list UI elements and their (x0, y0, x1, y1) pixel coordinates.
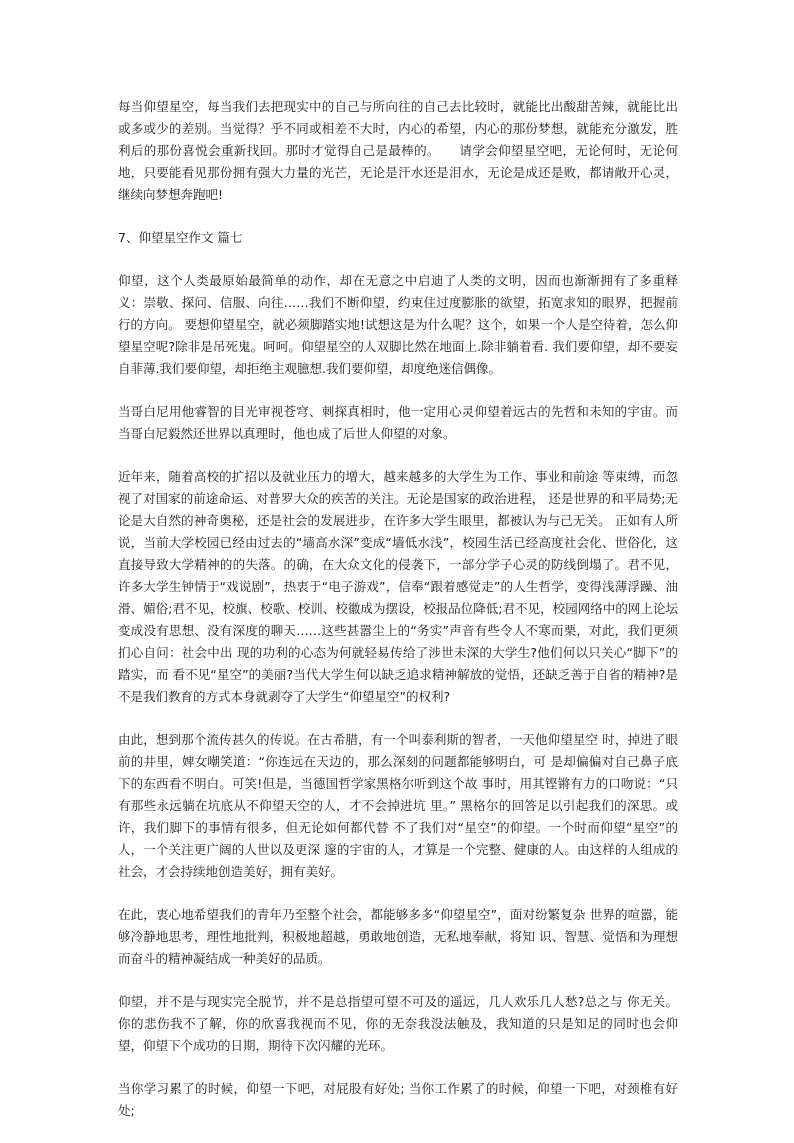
paragraph-hope: 在此，衷心地希望我们的青年乃至整个社会，都能够多多“仰望星空”，面对纷繁复杂 世界的喧嚣，能够冷静地思考，理性地批判，积极地超越，勇敢地创造，无私地奉献，将知 识、智慧、觉悟和为理想而奋斗的精神凝结成一种美好的品质。 (118, 907, 678, 966)
paragraph-reality: 仰望，并不是与现实完全脱节，并不是总指望可望不可及的遥远，几人欢乐几人愁?总之与 你无关。你的悲伤我不了解，你的欣喜我视而不见，你的无奈我没法触及，我知道的只是知足的同时也会仰望，仰望下个成功的日期，期待下次闪耀的光环。 (118, 994, 678, 1053)
paragraph-thales-legend: 由此，想到那个流传甚久的传说。在古希腊，有一个叫泰利斯的智者，一天他仰望星空 时，掉进了眼前的井里，婢女嘲笑道：“你连远在天边的，那么深刻的问题都能够明白，可 是却偏偏对自己鼻子底下的东西看不明白。可笑!但是，当德国哲学家黑格尔听到这个故 事时，用其铿锵有力的口吻说：“只有那些永远躺在坑底从不仰望天空的人，才不会掉进坑 里。” 黑格尔的回答足以引起我们的深思。或许，我们脚下的事情有很多，但无论如何都代替 不了我们对“星空”的仰望。一个时而仰望“星空”的人，一个关注更广阔的人世以及更深 邃的宇宙的人，才算是一个完整、健康的人。由这样的人组成的社会，才会持续地创造美好，拥有美好。 (118, 732, 678, 879)
section-heading: 7、仰望星空作文 篇七 (118, 230, 243, 245)
document-body (118, 96, 678, 1143)
paragraph-copernicus: 当哥白尼用他睿智的目光审视苍穹、刺探真相时，他一定用心灵仰望着远古的先哲和未知的宇宙。而当哥白尼毅然还世界以真理时，他也成了后世人仰望的对象。 (118, 404, 678, 441)
paragraph-closing: 当你学习累了的时候，仰望一下吧，对屁股有好处; 当你工作累了的时候，仰望一下吧，对颈椎有好处; (118, 1081, 678, 1118)
paragraph-gaze-definition: 仰望，这个人类最原始最简单的动作，却在无意之中启迪了人类的文明，因而也渐渐拥有了多重释义：崇敬、探问、信服、向往……我们不断仰望，约束住过度膨胀的欲望，拓宽求知的眼界，把握前行的方向。 要想仰望星空，就必须脚踏实地!试想这是为什么呢？这个，如果一个人是空待着，怎么仰望星空呢?除非是吊死鬼。呵呵。仰望星空的人双脚比然在地面上.除非躺着看. 我们要仰望，却不要妄自菲薄.我们要仰望，却拒绝主观臆想.我们要仰望，却度绝迷信偶像。 (118, 273, 678, 376)
paragraph-intro: 每当仰望星空，每当我们去把现实中的自己与所向往的自己去比较时，就能比出酸甜苦辣，就能比出或多或少的差别。当觉得？乎不同或相差不大时，内心的希望，内心的那份梦想，就能充分激发，胜利后的那份喜悦会重新找回。那时才觉得自己是最棒的。 请学会仰望星空吧，无论何时，无论何地，只要能看见那份拥有强大力量的光芒，无论是汗水还是泪水，无论是成还是败，都请敞开心灵，继续向梦想奔跑吧! (118, 99, 678, 202)
paragraph-university-students: 近年来，随着高校的扩招以及就业压力的增大，越来越多的大学生为工作、事业和前途 等束缚，而忽视了对国家的前途命运、对普罗大众的疾苦的关注。无论是国家的政治进程， 还是世界的和平局势;无论是大自然的神奇奥秘，还是社会的发展进步，在许多大学生眼里，都被认为与己无关。 正如有人所说，当前大学校园已经由过去的“墙高水深”变成“墙低水浅”，校园生活已经高度社会化、世俗化，这直接导致大学精神的的失落。的确，在大众文化的侵袭下，一部分学子心灵的防线倒塌了。君不见，许多大学生钟情于“戏说剧”，热衷于“电子游戏”，信奉“跟着感觉走”的人生哲学，变得浅薄浮躁、油滑、媚俗;君不见，校旗、校歌、校训、校徽成为摆设，校报品位降低;君不见，校园网络中的网上论坛变成没有思想、没有深度的聊天……这些甚嚣尘上的“务实”声音有些令人不寒而栗，对此，我们更须扪心自问：社会中出 现的功利的心态为何就轻易传给了涉世未深的大学生?他们何以只关心“脚下”的踏实，而 看不见“星空”的美丽?当代大学生何以缺乏追求精神解放的觉悟，还缺乏善于自省的精神?是不是我们教育的方式本身就剥夺了大学生“仰望星空”的权利? (118, 469, 678, 704)
